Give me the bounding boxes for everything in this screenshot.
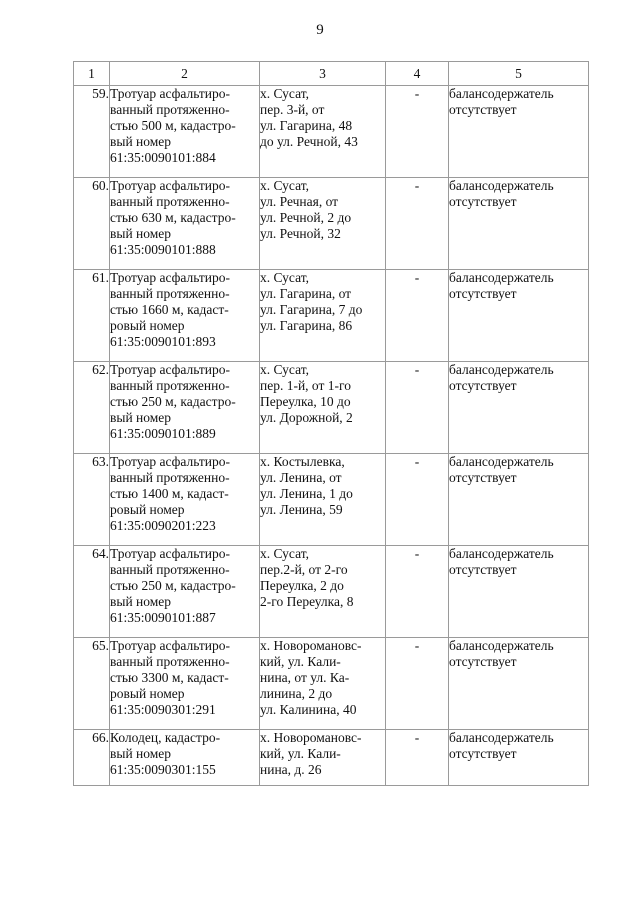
column-4-value: - xyxy=(386,178,449,270)
address-line: до ул. Речной, 43 xyxy=(260,134,358,149)
address-line: нина, от ул. Ка- xyxy=(260,670,350,685)
object-name-line: вый номер xyxy=(110,410,172,425)
column-header: 3 xyxy=(260,62,386,86)
address-line: пер.2-й, от 2-го xyxy=(260,562,348,577)
address-line: ул. Ленина, 1 до xyxy=(260,486,353,501)
object-name-line: ровый номер xyxy=(110,502,185,517)
object-name-line: стью 1400 м, кадаст- xyxy=(110,486,229,501)
object-name-line: 61:35:0090101:889 xyxy=(110,426,216,441)
address-cell xyxy=(260,178,386,270)
balance-holder-cell xyxy=(449,178,589,270)
object-name-line: Тротуар асфальтиро- xyxy=(110,546,230,561)
address-line: ул. Гагарина, от xyxy=(260,286,352,301)
address-line: х. Новоромановс- xyxy=(260,730,362,745)
object-name-line: ровый номер xyxy=(110,686,185,701)
object-name-line: 61:35:0090101:884 xyxy=(110,150,216,165)
address-line: ул. Гагарина, 86 xyxy=(260,318,353,333)
object-name-line: 61:35:0090101:893 xyxy=(110,334,216,349)
row-number: 61. xyxy=(74,270,110,362)
object-name-cell xyxy=(110,178,260,270)
balance-holder-line: отсутствует xyxy=(449,470,517,485)
address-line: ул. Речной, 32 xyxy=(260,226,341,241)
balance-holder-line: отсутствует xyxy=(449,654,517,669)
table-row xyxy=(74,270,589,362)
table-row xyxy=(74,454,589,546)
object-name-line: ванный протяженно- xyxy=(110,562,230,577)
object-name-cell xyxy=(110,270,260,362)
address-cell xyxy=(260,86,386,178)
address-line: ул. Дорожной, 2 xyxy=(260,410,353,425)
object-name-line: Тротуар асфальтиро- xyxy=(110,270,230,285)
balance-holder-cell xyxy=(449,638,589,730)
object-name-cell xyxy=(110,638,260,730)
balance-holder-cell xyxy=(449,454,589,546)
balance-holder-cell xyxy=(449,730,589,786)
column-header: 4 xyxy=(386,62,449,86)
address-line: нина, д. 26 xyxy=(260,762,322,777)
object-name-line: ванный протяженно- xyxy=(110,102,230,117)
object-name-line: вый номер xyxy=(110,746,172,761)
balance-holder-line: отсутствует xyxy=(449,746,517,761)
row-number: 63. xyxy=(74,454,110,546)
address-line: кий, ул. Кали- xyxy=(260,654,341,669)
row-number: 59. xyxy=(74,86,110,178)
object-name-line: 61:35:0090301:155 xyxy=(110,762,216,777)
object-name-line: 61:35:0090201:223 xyxy=(110,518,216,533)
address-line: х. Сусат, xyxy=(260,86,309,101)
address-line: Переулка, 10 до xyxy=(260,394,351,409)
column-4-value: - xyxy=(386,730,449,786)
balance-holder-line: отсутствует xyxy=(449,194,517,209)
column-header: 1 xyxy=(74,62,110,86)
object-name-cell xyxy=(110,730,260,786)
table-body xyxy=(74,86,589,786)
address-line: ул. Речной, 2 до xyxy=(260,210,352,225)
address-line: х. Сусат, xyxy=(260,546,309,561)
object-name-line: Тротуар асфальтиро- xyxy=(110,454,230,469)
table-row xyxy=(74,362,589,454)
object-name-cell xyxy=(110,362,260,454)
row-number: 64. xyxy=(74,546,110,638)
row-number: 65. xyxy=(74,638,110,730)
row-number: 60. xyxy=(74,178,110,270)
object-name-line: стью 250 м, кадастро- xyxy=(110,394,236,409)
address-line: х. Новоромановс- xyxy=(260,638,362,653)
table-row xyxy=(74,86,589,178)
balance-holder-line: балансодержатель xyxy=(449,546,554,561)
row-number: 66. xyxy=(74,730,110,786)
address-line: пер. 3-й, от xyxy=(260,102,325,117)
object-name-line: Тротуар асфальтиро- xyxy=(110,86,230,101)
balance-holder-line: балансодержатель xyxy=(449,270,554,285)
balance-holder-line: балансодержатель xyxy=(449,86,554,101)
balance-holder-line: отсутствует xyxy=(449,102,517,117)
object-name-line: вый номер xyxy=(110,594,172,609)
object-name-line: ровый номер xyxy=(110,318,185,333)
balance-holder-line: балансодержатель xyxy=(449,638,554,653)
object-name-line: стью 250 м, кадастро- xyxy=(110,578,236,593)
column-header: 5 xyxy=(449,62,589,86)
balance-holder-cell xyxy=(449,270,589,362)
object-name-line: 61:35:0090301:291 xyxy=(110,702,216,717)
object-name-line: 61:35:0090101:888 xyxy=(110,242,216,257)
balance-holder-line: балансодержатель xyxy=(449,178,554,193)
address-cell xyxy=(260,546,386,638)
column-4-value: - xyxy=(386,270,449,362)
table-row xyxy=(74,178,589,270)
balance-holder-line: балансодержатель xyxy=(449,362,554,377)
balance-holder-line: отсутствует xyxy=(449,562,517,577)
row-number: 62. xyxy=(74,362,110,454)
table-row xyxy=(74,638,589,730)
object-name-line: ванный протяженно- xyxy=(110,470,230,485)
object-name-line: ванный протяженно- xyxy=(110,286,230,301)
address-cell xyxy=(260,638,386,730)
address-cell xyxy=(260,270,386,362)
address-line: х. Сусат, xyxy=(260,270,309,285)
object-name-line: Колодец, кадастро- xyxy=(110,730,221,745)
address-cell xyxy=(260,730,386,786)
address-line: 2-го Переулка, 8 xyxy=(260,594,354,609)
object-name-line: стью 630 м, кадастро- xyxy=(110,210,236,225)
address-line: пер. 1-й, от 1-го xyxy=(260,378,351,393)
address-line: х. Сусат, xyxy=(260,178,309,193)
object-name-line: ванный протяженно- xyxy=(110,378,230,393)
object-name-line: Тротуар асфальтиро- xyxy=(110,638,230,653)
address-line: линина, 2 до xyxy=(260,686,333,701)
address-cell xyxy=(260,454,386,546)
object-name-line: стью 3300 м, кадаст- xyxy=(110,670,229,685)
address-line: ул. Ленина, 59 xyxy=(260,502,343,517)
object-name-line: вый номер xyxy=(110,134,172,149)
balance-holder-cell xyxy=(449,362,589,454)
balance-holder-line: балансодержатель xyxy=(449,730,554,745)
address-cell xyxy=(260,362,386,454)
address-line: х. Костылевка, xyxy=(260,454,345,469)
column-4-value: - xyxy=(386,86,449,178)
address-line: х. Сусат, xyxy=(260,362,309,377)
address-line: ул. Речная, от xyxy=(260,194,339,209)
object-name-line: Тротуар асфальтиро- xyxy=(110,362,230,377)
table-row xyxy=(74,546,589,638)
column-4-value: - xyxy=(386,362,449,454)
object-name-line: ванный протяженно- xyxy=(110,194,230,209)
balance-holder-line: отсутствует xyxy=(449,286,517,301)
table-row xyxy=(74,730,589,786)
object-name-line: Тротуар асфальтиро- xyxy=(110,178,230,193)
address-line: ул. Гагарина, 7 до xyxy=(260,302,363,317)
table-header-row xyxy=(74,62,589,86)
object-name-line: ванный протяженно- xyxy=(110,654,230,669)
balance-holder-line: балансодержатель xyxy=(449,454,554,469)
object-name-cell xyxy=(110,546,260,638)
object-name-line: 61:35:0090101:887 xyxy=(110,610,216,625)
address-line: Переулка, 2 до xyxy=(260,578,344,593)
object-name-line: вый номер xyxy=(110,226,172,241)
balance-holder-cell xyxy=(449,546,589,638)
object-name-line: стью 1660 м, кадаст- xyxy=(110,302,229,317)
address-line: ул. Гагарина, 48 xyxy=(260,118,353,133)
address-line: ул. Калинина, 40 xyxy=(260,702,357,717)
object-name-line: стью 500 м, кадастро- xyxy=(110,118,236,133)
column-4-value: - xyxy=(386,546,449,638)
balance-holder-line: отсутствует xyxy=(449,378,517,393)
column-header: 2 xyxy=(110,62,260,86)
column-4-value: - xyxy=(386,638,449,730)
page-number: 9 xyxy=(316,22,324,38)
property-registry-table xyxy=(73,61,589,786)
object-name-cell xyxy=(110,86,260,178)
address-line: ул. Ленина, от xyxy=(260,470,342,485)
object-name-cell xyxy=(110,454,260,546)
address-line: кий, ул. Кали- xyxy=(260,746,341,761)
column-4-value: - xyxy=(386,454,449,546)
balance-holder-cell xyxy=(449,86,589,178)
